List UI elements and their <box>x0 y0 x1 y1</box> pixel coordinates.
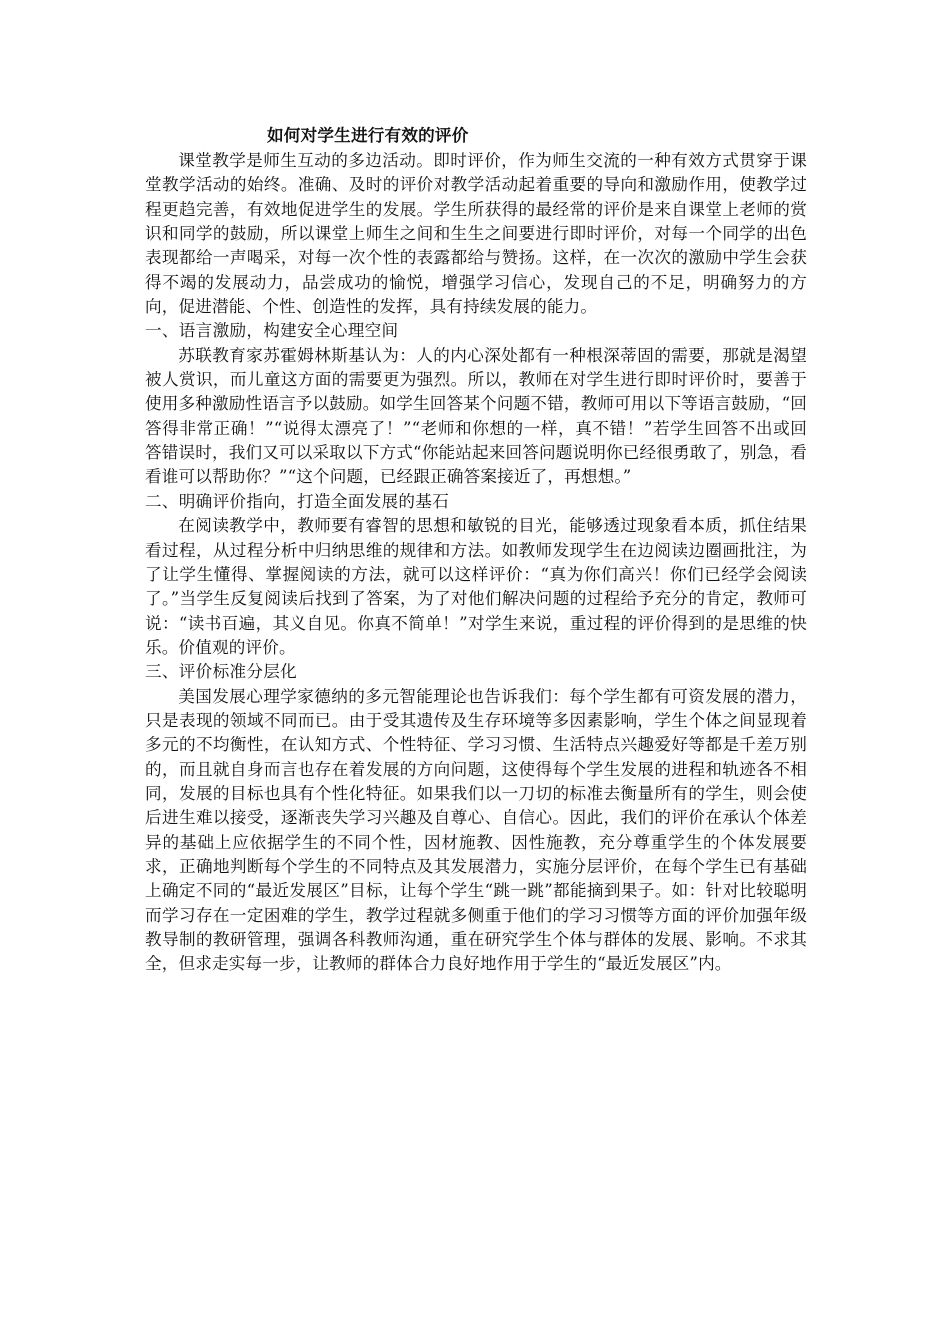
section-heading-3: 三、评价标准分层化 <box>145 662 298 682</box>
section-heading-1: 一、语言激励，构建安全心理空间 <box>145 321 399 341</box>
section-body-1: 苏联教育家苏霍姆林斯基认为：人的内心深处都有一种根深蒂固的需要，那就是渴望被人赏识，而儿童这方面的需要更为强烈。所以，教师在对学生进行即时评价时，要善于使用多种激励性语言予以鼓励。如学生回答某个问题不错，教师可用以下等语言鼓励，“回答得非常正确！”“说得太漂亮了！”“老师和你想的一样，真不错！”若学生回答不出或回答错误时，我们又可以采取以下方式“你能站起来回答问题说明你已经很勇敢了，别急，看看谁可以帮助你？”“这个问题，已经跟正确答案接近了，再想想。” <box>145 345 807 487</box>
intro-paragraph: 课堂教学是师生互动的多边活动。即时评价，作为师生交流的一种有效方式贯穿于课堂教学活动的始终。准确、及时的评价对教学活动起着重要的导向和激励作用，使教学过程更趋完善，有效地促进学生的发展。学生所获得的最经常的评价是来自课堂上老师的赏识和同学的鼓励，所以课堂上师生之间和生生之间要进行即时评价，对每一个同学的出色表现都给一声喝采，对每一次个性的表露都给与赞扬。这样，在一次次的激励中学生会获得不竭的发展动力，品尝成功的愉悦，增强学习信心，发现自己的不足，明确努力的方向，促进潜能、个性、创造性的发挥，具有持续发展的能力。 <box>145 151 807 317</box>
document-title: 如何对学生进行有效的评价 <box>267 126 469 145</box>
section-body-3: 美国发展心理学家德纳的多元智能理论也告诉我们：每个学生都有可资发展的潜力，只是表现的领域不同而已。由于受其遗传及生存环境等多因素影响，学生个体之间显现着多元的不均衡性，在认知方式、个性特征、学习习惯、生活特点兴趣爱好等都是千差万别的，而且就自身而言也存在着发展的方向问题，这使得每个学生发展的进程和轨迹各不相同，发展的目标也具有个性化特征。如果我们以一刀切的标准去衡量所有的学生，则会使后进生难以接受，逐渐丧失学习兴趣及自尊心、自信心。因此，我们的评价在承认个体差异的基础上应依据学生的不同个性，因材施教、因性施教，充分尊重学生的个体发展要求，正确地判断每个学生的不同特点及其发展潜力，实施分层评价，在每个学生已有基础上确定不同的“最近发展区”目标，让每个学生“跳一跳”都能摘到果子。如：针对比较聪明而学习存在一定困难的学生，教学过程就多侧重于他们的学习习惯等方面的评价加强年级教导制的教研管理，强调各科教师沟通，重在研究学生个体与群体的发展、影响。不求其全，但求走实每一步，让教师的群体合力良好地作用于学生的“最近发展区”内。 <box>145 686 807 974</box>
document-page <box>145 123 807 977</box>
section-heading-2: 二、明确评价指向，打造全面发展的基石 <box>145 491 450 511</box>
section-body-2: 在阅读教学中，教师要有睿智的思想和敏锐的目光，能够透过现象看本质，抓住结果看过程，从过程分析中归纳思维的规律和方法。如教师发现学生在边阅读边圈画批注，为了让学生懂得、掌握阅读的方法，就可以这样评价：“真为你们高兴！你们已经学会阅读了。”当学生反复阅读后找到了答案，为了对他们解决问题的过程给予充分的肯定，教师可说：“读书百遍，其义自见。你真不简单！”对学生来说，重过程的评价得到的是思维的快乐。价值观的评价。 <box>145 516 807 657</box>
